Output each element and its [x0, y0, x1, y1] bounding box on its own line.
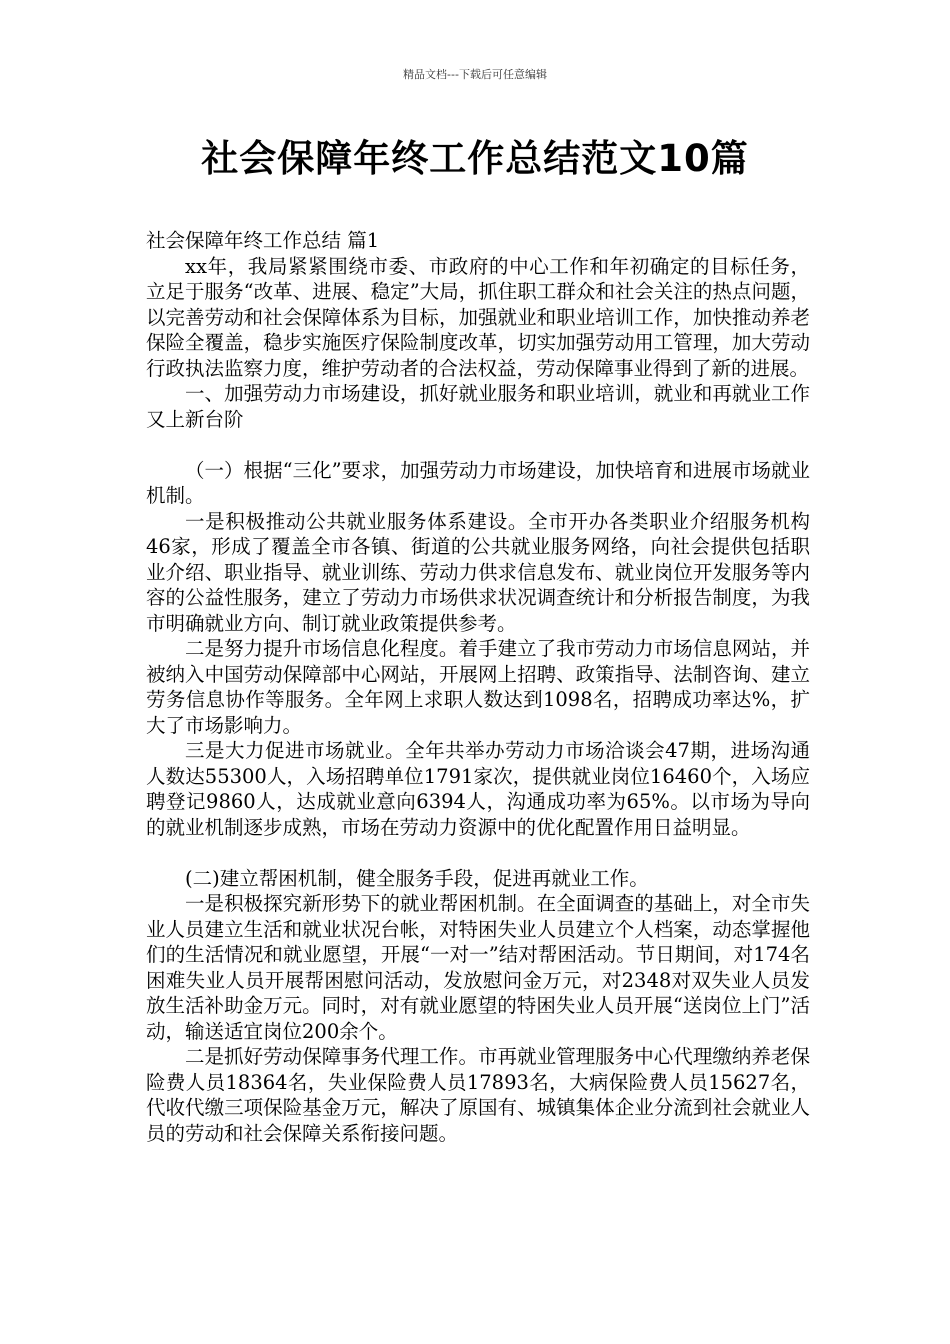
document-title: 社会保障年终工作总结范文10篇: [201, 137, 749, 180]
paragraph-intro: xx年，我局紧紧围绕市委、市政府的中心工作和年初确定的目标任务，立足于服务“改革、进展、稳定”大局，抓住职工群众和社会关注的热点问题，以完善劳动和社会保障体系为目标，加强就业和职业培训工作，加快推动养老保险全覆盖，稳步实施医疗保险制度改革，切实加强劳动用工管理，加大劳动行政执法监察力度，维护劳动者的合法权益，劳动保障事业得到了新的进展。: [146, 254, 810, 380]
subheading-two: (二)建立帮困机制，健全服务手段，促进再就业工作。: [185, 866, 649, 890]
paragraph-agency: 二是抓好劳动保障事务代理工作。市再就业管理服务中心代理缴纳养老保险费人员18364名，失业保险费人员17893名，大病保险费人员15627名，代收代缴三项保险基金万元，解决了原国有、城镇集体企业分流到社会就业人员的劳动和社会保障关系衔接问题。: [146, 1045, 810, 1145]
paragraph-informatization: 二是努力提升市场信息化程度。着手建立了我市劳动力市场信息网站，并被纳入中国劳动保障部中心网站，开展网上招聘、政策指导、法制咨询、建立劳务信息协作等服务。全年网上求职人数达到1098名，招聘成功率达%，扩大了市场影响力。: [146, 637, 810, 737]
heading-part-one: 一、加强劳动力市场建设，抓好就业服务和职业培训，就业和再就业工作又上新台阶: [146, 382, 810, 431]
document-body: [146, 228, 810, 1146]
paragraph-market-employment: 三是大力促进市场就业。全年共举办劳动力市场洽谈会47期，进场沟通人数达55300人，入场招聘单位1791家次，提供就业岗位16460个，入场应聘登记9860人，达成就业意向6394人，沟通成功率为65%。以市场为导向的就业机制逐步成熟，市场在劳动力资源中的优化配置作用日益明显。: [146, 739, 810, 839]
subheading-one: （一）根据“三化”要求，加强劳动力市场建设，加快培育和进展市场就业机制。: [146, 458, 810, 507]
header-note: 精品文档---下载后可任意编辑: [403, 68, 547, 81]
section-heading: 社会保障年终工作总结 篇1: [146, 229, 380, 252]
paragraph-public-service: 一是积极推动公共就业服务体系建设。全市开办各类职业介绍服务机构46家，形成了覆盖全市各镇、街道的公共就业服务网络，向社会提供包括职业介绍、职业指导、就业训练、劳动力供求信息发布、就业岗位开发服务等内容的公益性服务，建立了劳动力市场供求状况调查统计和分析报告制度，为我市明确就业方向、制订就业政策提供参考。: [146, 509, 810, 635]
paragraph-assistance: 一是积极探究新形势下的就业帮困机制。在全面调查的基础上，对全市失业人员建立生活和就业状况台帐，对特困失业人员建立个人档案，动态掌握他们的生活情况和就业愿望，开展“一对一”结对帮困活动。节日期间，对174名困难失业人员开展帮困慰问活动，发放慰问金万元，对2348对双失业人员发放生活补助金万元。同时，对有就业愿望的特困失业人员开展“送岗位上门”活动，输送适宜岗位200余个。: [146, 892, 810, 1043]
